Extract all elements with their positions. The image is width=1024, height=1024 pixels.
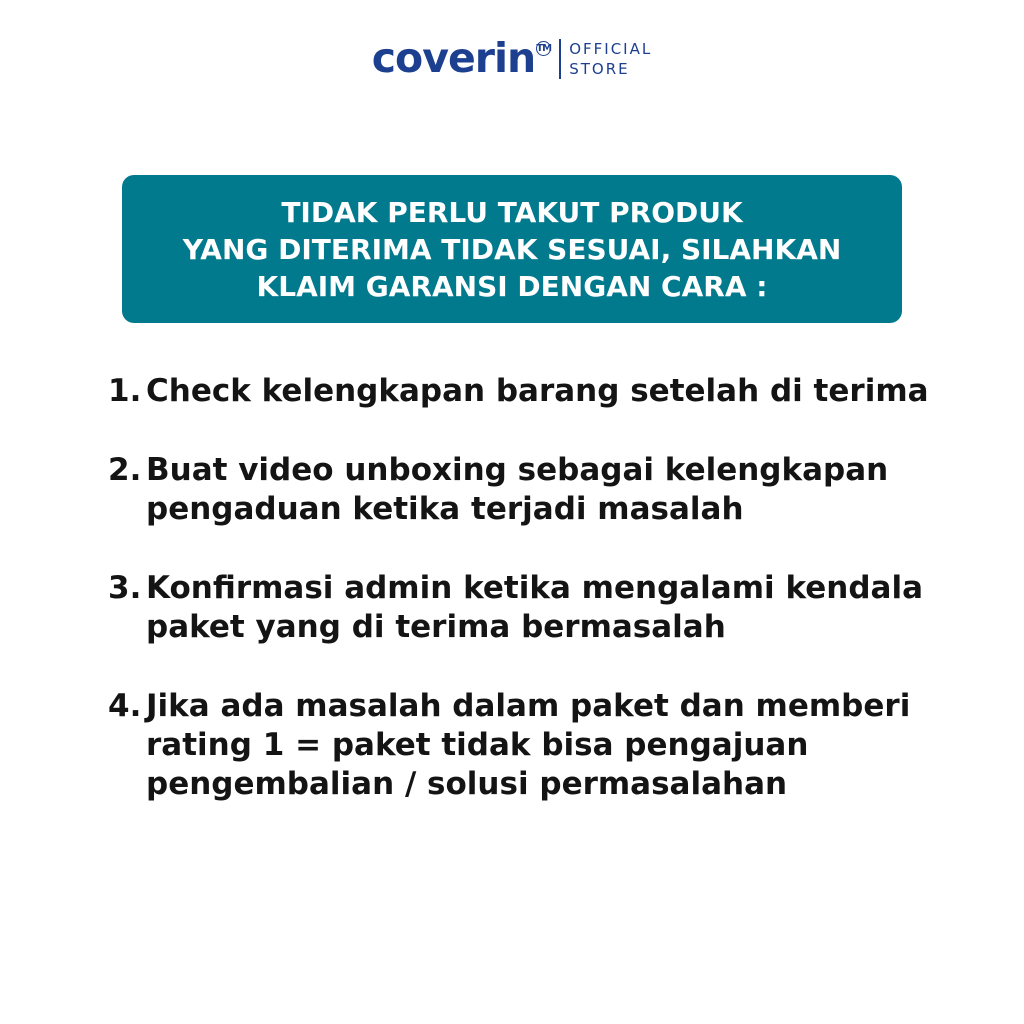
steps-list — [108, 372, 988, 844]
trademark-icon: TM — [536, 43, 552, 54]
headline-banner — [122, 175, 902, 323]
step-item-4 — [108, 687, 988, 804]
step-text: Check kelengkapan barang setelah di terima — [146, 373, 929, 409]
logo-divider — [559, 39, 561, 79]
step-text: Jika ada masalah dalam paket dan memberi rating 1 = paket tidak bisa pengajuan pengembalian / solusi permasalahan — [146, 688, 911, 802]
step-item-3 — [108, 569, 988, 647]
step-item-2 — [108, 451, 988, 529]
brand-logo — [0, 34, 1024, 82]
step-text: Konfirmasi admin ketika mengalami kendala paket yang di terima bermasalah — [146, 570, 923, 645]
step-number: 2. — [108, 452, 142, 488]
step-text: Buat video unboxing sebagai kelengkapan pengaduan ketika terjadi masalah — [146, 452, 889, 527]
banner-line-3: KLAIM GARANSI DENGAN CARA : — [256, 269, 768, 303]
logo-store-label — [569, 39, 652, 79]
step-number: 1. — [108, 373, 142, 409]
banner-line-1: TIDAK PERLU TAKUT PRODUK — [281, 195, 743, 229]
step-number: 4. — [108, 688, 142, 724]
step-item-1 — [108, 372, 988, 411]
banner-line-2: YANG DITERIMA TIDAK SESUAI, SILAHKAN — [182, 232, 842, 266]
logo-wordmark: coverin — [371, 34, 536, 82]
step-number: 3. — [108, 570, 142, 606]
logo-store-line-1: OFFICIAL — [569, 39, 653, 58]
logo-store-line-2: STORE — [569, 59, 630, 78]
